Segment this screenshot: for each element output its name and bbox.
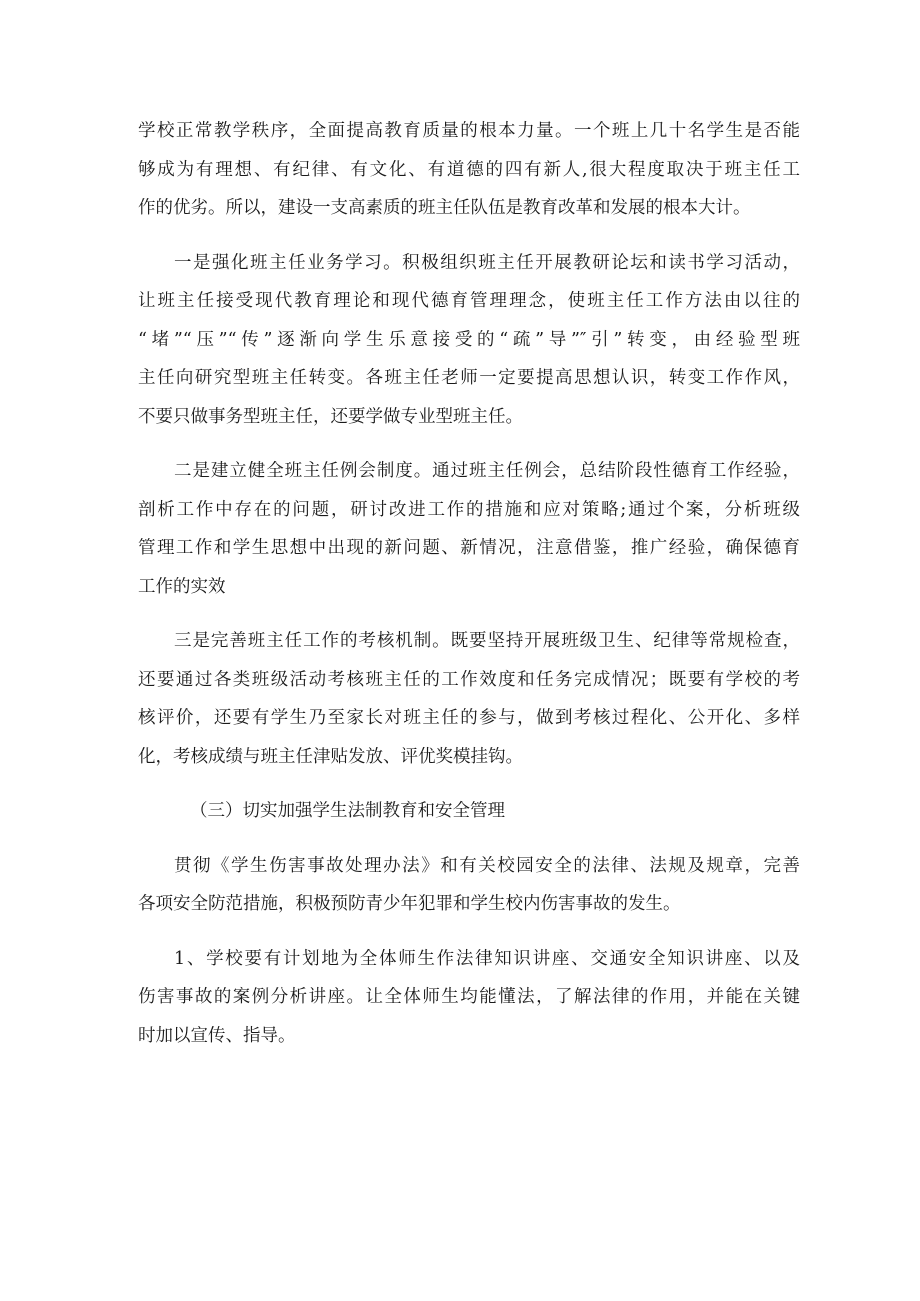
text-line: 化，考核成绩与班主任津贴发放、评优奖模挂钩。 — [138, 746, 523, 767]
text-line: 1、学校要有计划地为全体师生作法律知识讲座、交通安全知识讲座、以及 — [174, 948, 800, 969]
text-line: 时加以宣传、指导。 — [138, 1025, 296, 1046]
text-line: 一是强化班主任业务学习。积极组织班主任开展教研论坛和读书学习活动， — [174, 252, 800, 273]
paragraph — [138, 847, 800, 924]
text-line: 剖析工作中存在的问题，研讨改进工作的措施和应对策略;通过个案，分析班级 — [138, 499, 800, 520]
paragraph-gap — [138, 776, 800, 792]
paragraph-gap — [138, 831, 800, 847]
paragraph — [138, 452, 800, 606]
text-line: 管理工作和学生思想中出现的新问题、新情况，注意借鉴，推广经验，确保德育 — [138, 538, 800, 558]
text-line: 作的优劣。所以，建设一支高素质的班主任队伍是教育改革和发展的根本大计。 — [138, 198, 751, 218]
paragraph-gap — [138, 228, 800, 244]
text-line: 工作的实效 — [138, 576, 226, 597]
text-line: 让班主任接受现代教育理论和现代德育管理理念，使班主任工作方法由以往的 — [138, 291, 800, 311]
text-line: 各项安全防范措施，积极预防青少年犯罪和学生校内伤害事故的发生。 — [138, 894, 681, 914]
text-line: 核评价，还要有学生乃至家长对班主任的参与，做到考核过程化、公开化、多样 — [138, 708, 800, 728]
text-line: 还要通过各类班级活动考核班主任的工作效度和任务完成情况；既要有学校的考 — [138, 669, 800, 690]
paragraph — [138, 112, 800, 228]
paragraph-gap — [138, 606, 800, 622]
section-heading — [138, 792, 800, 831]
text-line: 学校正常教学秩序，全面提高教育质量的根本力量。一个班上几十名学生是否能 — [138, 121, 800, 141]
text-line: 贯彻《学生伤害事故处理办法》和有关校园安全的法律、法规及规章，完善 — [174, 855, 800, 876]
text-line: 主任向研究型班主任转变。各班主任老师一定要提高思想认识，转变工作作风， — [138, 368, 800, 388]
text-line: “堵”“压”“传”逐渐向学生乐意接受的“疏”导”″引”转变，由经验型班 — [138, 329, 800, 350]
paragraph-gap — [138, 924, 800, 940]
text-line: 三是完善班主任工作的考核机制。既要坚持开展班级卫生、纪律等常规检查， — [174, 631, 800, 651]
paragraph — [138, 244, 800, 437]
section-heading-text: （三）切实加强学生法制教育和安全管理 — [190, 801, 505, 821]
paragraph-gap — [138, 436, 800, 452]
paragraph — [138, 622, 800, 776]
paragraph — [138, 940, 800, 1056]
document-body — [138, 112, 800, 1055]
text-line: 伤害事故的案例分析讲座。让全体师生均能懂法，了解法律的作用，并能在关键 — [138, 987, 800, 1007]
text-line: 够成为有理想、有纪律、有文化、有道德的四有新人,很大程度取决于班主任工 — [138, 159, 800, 180]
text-line: 不要只做事务型班主任，还要学做专业型班主任。 — [138, 406, 523, 427]
text-line: 二是建立健全班主任例会制度。通过班主任例会，总结阶段性德育工作经验， — [174, 461, 800, 481]
